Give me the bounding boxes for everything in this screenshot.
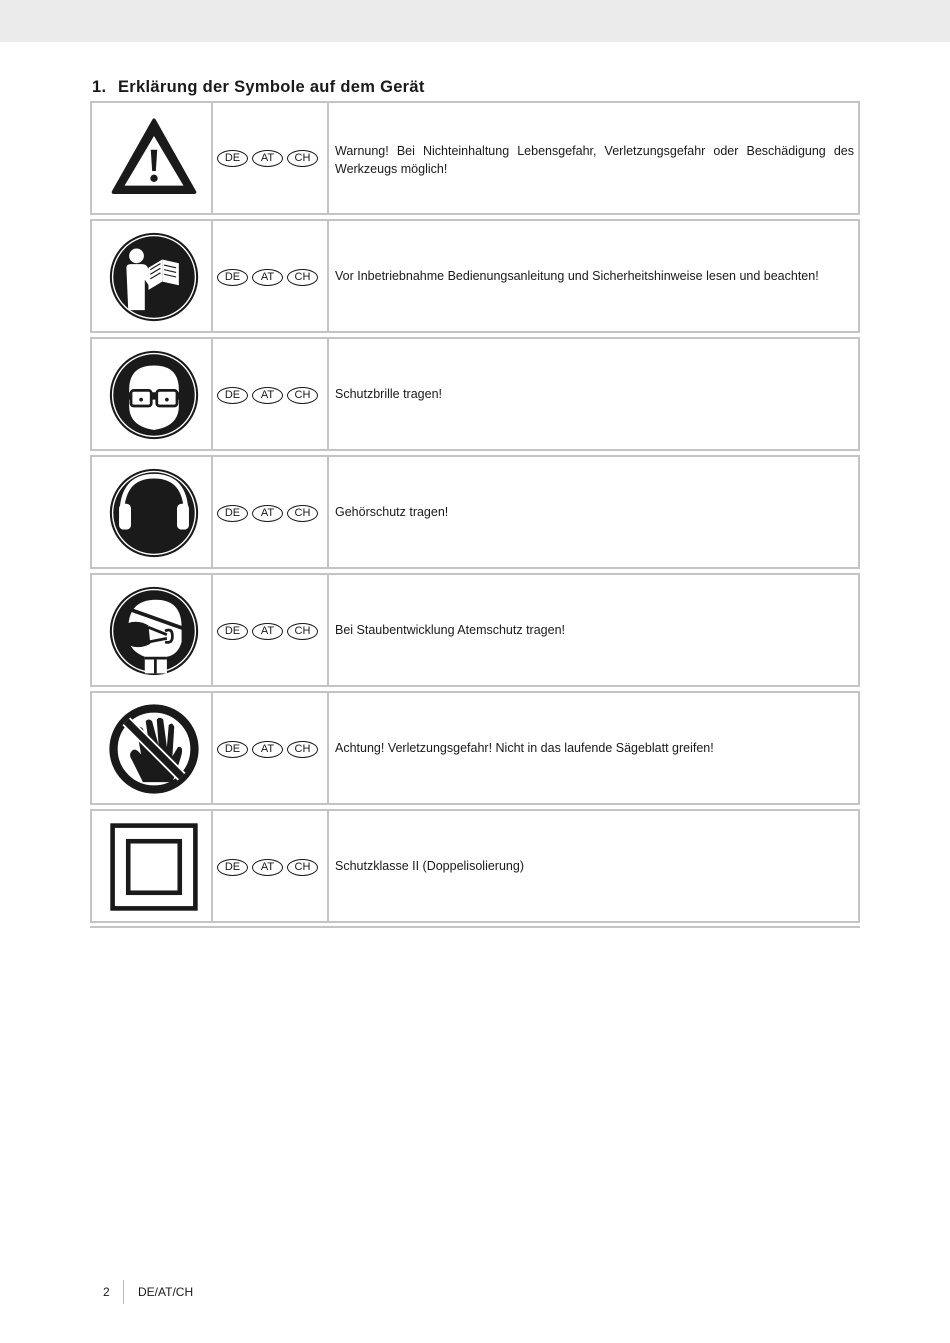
symbol-description bbox=[329, 103, 858, 213]
country-codes bbox=[213, 575, 329, 685]
description-text: Schutzklasse II (Doppelisolierung) bbox=[335, 859, 524, 873]
country-code-de: DE bbox=[217, 623, 248, 640]
header-band bbox=[0, 0, 950, 42]
country-code-ch: CH bbox=[287, 623, 318, 640]
country-code-ch: CH bbox=[287, 505, 318, 522]
symbol-description bbox=[329, 693, 858, 803]
safety-goggles-icon bbox=[108, 349, 200, 441]
country-codes bbox=[213, 221, 329, 331]
country-codes bbox=[213, 457, 329, 567]
symbol-description bbox=[329, 575, 858, 685]
protection-class-ii-icon bbox=[108, 821, 200, 913]
country-code-at: AT bbox=[252, 505, 283, 522]
country-code-at: AT bbox=[252, 741, 283, 758]
country-codes bbox=[213, 811, 329, 921]
icon-cell bbox=[92, 811, 213, 921]
country-code-ch: CH bbox=[287, 387, 318, 404]
description-text: Bei Staubentwicklung Atemschutz tragen! bbox=[335, 623, 565, 637]
section-title-text: Erklärung der Symbole auf dem Gerät bbox=[118, 78, 425, 96]
icon-cell bbox=[92, 221, 213, 331]
country-code-at: AT bbox=[252, 269, 283, 286]
icon-cell bbox=[92, 339, 213, 449]
footer-country-label: DE/AT/CH bbox=[138, 1285, 194, 1299]
section-title bbox=[92, 78, 425, 97]
country-code-at: AT bbox=[252, 387, 283, 404]
icon-cell bbox=[92, 457, 213, 567]
symbol-description bbox=[329, 221, 858, 331]
icon-cell bbox=[92, 103, 213, 213]
description-text: Achtung! Verletzungsgefahr! Nicht in das laufende Sägeblatt greifen! bbox=[335, 741, 714, 755]
description-text: Vor Inbetriebnahme Bedienungsanleitung und Sicherheitshinweise lesen und beachten! bbox=[335, 269, 819, 283]
section-number: 1. bbox=[92, 78, 107, 96]
country-code-de: DE bbox=[217, 387, 248, 404]
description-text: Schutzbrille tragen! bbox=[335, 387, 443, 401]
page-number: 2 bbox=[103, 1285, 110, 1299]
country-code-de: DE bbox=[217, 741, 248, 758]
country-code-at: AT bbox=[252, 623, 283, 640]
country-code-ch: CH bbox=[287, 741, 318, 758]
icon-cell bbox=[92, 693, 213, 803]
country-code-at: AT bbox=[252, 150, 283, 167]
country-code-ch: CH bbox=[287, 859, 318, 876]
respirator-mask-icon bbox=[108, 585, 200, 677]
no-hands-icon bbox=[108, 703, 200, 795]
symbol-row-no-hands bbox=[90, 691, 860, 805]
table-bottom-rule bbox=[90, 926, 860, 928]
country-code-de: DE bbox=[217, 269, 248, 286]
country-code-ch: CH bbox=[287, 269, 318, 286]
country-codes bbox=[213, 339, 329, 449]
icon-cell bbox=[92, 575, 213, 685]
country-code-ch: CH bbox=[287, 150, 318, 167]
symbol-row-respirator bbox=[90, 573, 860, 687]
warning-triangle-icon bbox=[108, 113, 200, 205]
symbol-row-safety-goggles bbox=[90, 337, 860, 451]
read-manual-icon bbox=[108, 231, 200, 323]
symbol-description bbox=[329, 457, 858, 567]
country-code-at: AT bbox=[252, 859, 283, 876]
country-code-de: DE bbox=[217, 150, 248, 167]
description-text: Gehörschutz tragen! bbox=[335, 505, 449, 519]
ear-protection-icon bbox=[108, 467, 200, 559]
symbol-row-protection-class-ii bbox=[90, 809, 860, 923]
symbol-row-warning bbox=[90, 101, 860, 215]
country-codes bbox=[213, 693, 329, 803]
symbol-row-read-manual bbox=[90, 219, 860, 333]
symbol-description bbox=[329, 811, 858, 921]
country-code-de: DE bbox=[217, 859, 248, 876]
description-text: Warnung! Bei Nichteinhaltung Lebensgefahr, Verletzungsgefahr oder Beschädigung des Werkzeugs möglich! bbox=[335, 144, 854, 176]
country-codes bbox=[213, 103, 329, 213]
country-code-de: DE bbox=[217, 505, 248, 522]
symbol-description bbox=[329, 339, 858, 449]
footer-divider bbox=[123, 1280, 124, 1304]
symbol-table bbox=[90, 101, 860, 927]
symbol-row-ear-protection bbox=[90, 455, 860, 569]
